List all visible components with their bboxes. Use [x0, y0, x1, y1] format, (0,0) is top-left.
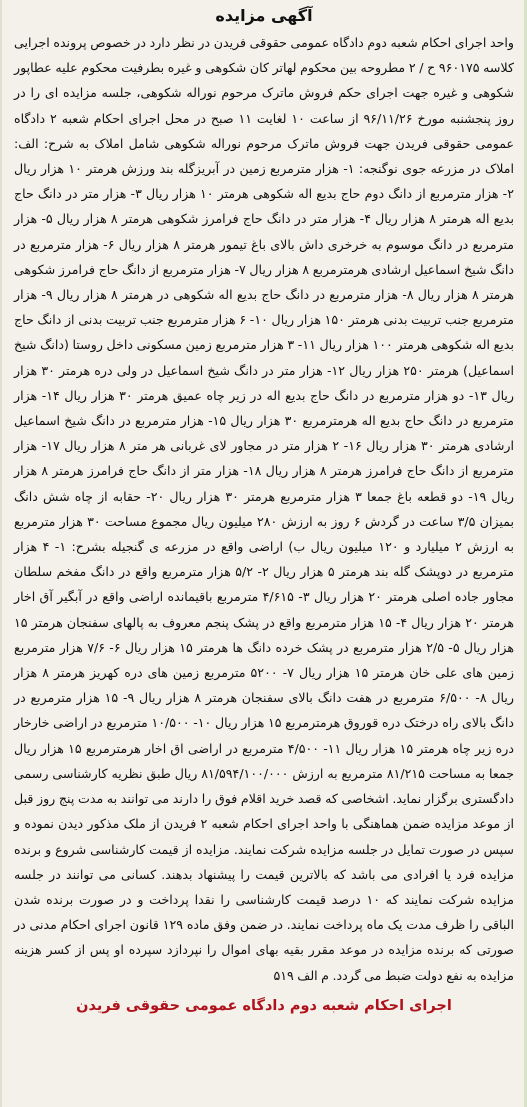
notice-signature: اجرای احکام شعبه دوم دادگاه عمومی حقوقی فریدن: [76, 997, 452, 1014]
notice-body: واحد اجرای احکام شعبه دوم دادگاه عمومی حقوقی فریدن در نظر دارد در خصوص پرونده اجرایی کلاسه ۹۶۰۱۷۵ ح / ۲ مطروحه بین محکوم لهاتر کان شکوهی و غیره بطرفیت محکوم علیه عطاپور شکوهی و غیره جهت اجرای حکم فروش ماترک مرحوم نوراله شکوهی، جلسه مزایده ای را در روز پنجشنبه مورخ ۹۶/۱۱/۲۶ از ساعت ۱۰ لغایت ۱۱ صبح در محل اجرای احکام شعبه ۲ دادگاه عمومی حقوقی فریدن جهت فروش ماترک مرحوم نوراله شکوهی شامل املاک به شرح: الف: املاک در مزرعه جوی نوگنجه: ۱- هزار مترمربع زمین در آبریزگله بند ورزش هرمتر ۱۰ هزار ریال ۲- هزار مترمربع از دانگ دوم حاج بدیع اله شکوهی هرمتر ۱۰ هزار ریال ۳- هزار متر در دانگ حاج بدیع اله هرمتر ۸ هزار ریال ۴- هزار متر در دانگ حاج فرامرز شکوهی هرمتر ۸ هزار ریال ۵- هزار مترمربع در دانگ موسوم به خرخری داش بالای باغ تیمور هرمتر ۸ هزار ریال ۶- هزار مترمربع در دانگ شیخ اسماعیل ارشادی هرمترمربع ۸ هزار ریال ۷- هزار مترمربع از دانگ حاج فرامرز شکوهی هرمتر ۸ هزار ریال ۸- هزار مترمربع در دانگ حاج بدیع اله شکوهی در هرمتر ۸ هزار ریال ۹- هزار مترمربع جنب تربیت بدنی هرمتر ۱۵۰ هزار ریال ۱۰- ۶ هزار مترمربع جنب تربیت بدنی از دانگ حاج بدیع اله شکوهی هرمتر ۱۰۰ هزار ریال ۱۱- ۳ هزار مترمربع زمین مسکونی داخل روستا (دانگ شیخ اسماعیل) هرمتر ۲۵۰ هزار ریال ۱۲- هزار متر در دانگ شیخ اسماعیل در ولی دره هرمتر ۳۰ هزار ریال ۱۳- دو هزار مترمربع در دانگ حاج بدیع اله در زیر چاه عمیق هرمتر ۳۰ هزار ریال ۱۴- هزار مترمربع در دانگ حاج بدیع اله هرمترمربع ۳۰ هزار ریال ۱۵- هزار مترمربع در دانگ شیخ اسماعیل ارشادی هرمتر ۳۰ هزار ریال ۱۶- ۲ هزار متر در مجاور لای غربانی هر متر ۸ هزار ریال ۱۷- هزار مترمربع از دانگ حاج فرامرز هرمتر ۸ هزار ریال ۱۸- هزار متر از دانگ حاج فرامرز هرمتر ۸ هزار ریال ۱۹- دو قطعه باغ جمعا ۳ هزار مترمربع هرمتر ۳۰ هزار ریال ۲۰- حقابه از چاه شش دانگ بمیزان ۳/۵ ساعت در گردش ۶ روز به ارزش ۲۸۰ میلیون ریال مجموع مساحت ۳۰ هزار مترمربع به ارزش ۲ میلیارد و ۱۲۰ میلیون ریال ب) اراضی واقع در مزرعه ی گنجیله بشرح: ۱- ۴ هزار مترمربع در دوپشک گله بند هرمتر ۵ هزار ریال ۲- ۵/۲ هزار مترمربع واقع در دانگ مفخم سلطان مجاور جاده اصلی هرمتر ۲۰ هزار ریال ۳- ۴/۶۱۵ مترمربع باقیمانده اراضی واقع در آبگیر آق اخار هرمتر ۲۰ هزار ریال ۴- ۱۵ هزار مترمربع واقع در پشک پنجم معروف به پالهای سفنجان هرمتر ۱۵ هزار ریال ۵- ۲/۵ هزار مترمربع در پشک خرده دانگ ها هرمتر ۱۵ هزار ریال ۶- ۷/۶ هزار مترمربع زمین های علی خان هرمتر ۱۵ هزار ریال ۷- ۵۲۰۰ مترمربع زمین های دره کهریز هرمتر ۸ هزار ریال ۸- ۶/۵۰۰ مترمربع در هفت دانگ بالای سفنجان هرمتر ۸ هزار ریال ۹- ۱۵ هزار مترمربع در دانگ بالای راه درختک دره قوروق هرمترمربع ۱۵ هزار ریال ۱۰- ۱۰/۵۰۰ مترمربع در اراضی خارخار دره زیر چاه هرمتر ۱۵ هزار ریال ۱۱- ۴/۵۰۰ مترمربع در اراضی اق اخار هرمترمربع ۱۵ هزار ریال جمعا به مساحت ۸۱/۲۱۵ مترمربع به ارزش ۸۱/۵۹۴/۱۰۰/۰۰۰ ریال طبق نظریه کارشناسی رسمی دادگستری برگزار نماید. اشخاصی که قصد خرید اقلام فوق را دارند می توانند به مدت پنج روز قبل از موعد مزایده ضمن هماهنگی با واحد اجرای احکام شعبه ۲ فریدن از ملک مذکور دیدن نموده و سپس در صورت تمایل در جلسه مزایده شرکت نمایند. مزایده از قیمت کارشناسی شروع و برنده مزایده فرد یا افرادی می باشد که بالاترین قیمت را پیشنهاد بدهند. کسانی می توانند در جلسه مزایده شرکت نمایند که ۱۰ درصد قیمت کارشناسی را نقدا پرداخت و در صورت برنده شدن الباقی را ظرف مدت یک ماه پرداخت نمایند. در ضمن وفق ماده ۱۲۹ قانون اجرای احکام مدنی در صورتی که برنده مزایده در موعد مقرر بقیه بهای اموال را نپردازد سپرده او پس از کسر هزینه مزایده به نفع دولت ضبط می گردد. م الف ۵۱۹: [14, 35, 515, 983]
notice-title: آگهی مزایده: [215, 6, 313, 25]
